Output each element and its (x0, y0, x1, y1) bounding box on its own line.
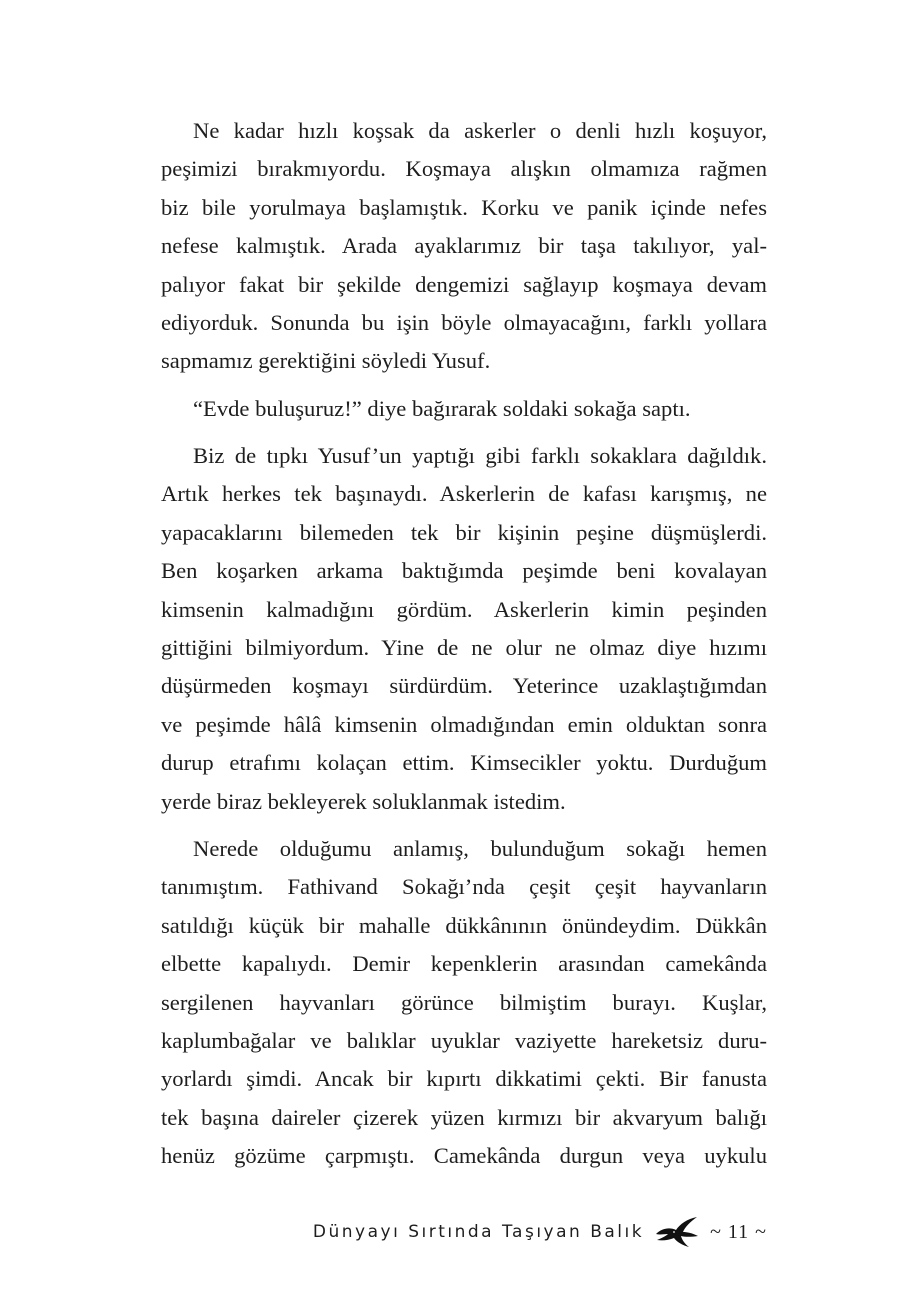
text-line: nefese kalmıştık. Arada ayaklarımız bir taşa takılıyor, yal- (161, 233, 767, 259)
text-line: henüz gözüme çarpmıştı. Camekânda durgun veya uykulu (161, 1143, 767, 1169)
paragraph-4 (161, 830, 767, 1176)
text-line: Artık herkes tek başınaydı. Askerlerin de kafası karışmış, ne (161, 481, 767, 507)
text-line: “Evde buluşuruz!” diye bağırarak soldaki sokağa saptı. (193, 396, 691, 421)
text-line: ve peşimde hâlâ kimsenin olmadığından emin olduktan sonra (161, 711, 767, 737)
text-line: tek başına daireler çizerek yüzen kırmızı bir akvaryum balığı (161, 1104, 767, 1130)
page-number: ~ 11 ~ (710, 1220, 767, 1243)
text-line: Biz de tıpkı Yusuf’un yaptığı gibi farklı sokaklara dağıldık. (193, 443, 767, 468)
text-line: tanımıştım. Fathivand Sokağı’nda çeşit çeşit hayvanların (161, 874, 767, 900)
text-line: gittiğini bilmiyordum. Yine de ne olur ne olmaz diye hızımı (161, 634, 767, 660)
swallow-bird-icon (654, 1215, 700, 1249)
text-line: peşimizi bırakmıyordu. Koşmaya alışkın olmamıza rağmen (161, 156, 767, 182)
text-line: Nerede olduğumu anlamış, bulunduğum sokağı hemen (193, 836, 767, 861)
text-line: yerde biraz bekleyerek soluklanmak istedim. (161, 788, 566, 814)
text-line: düşürmeden koşmayı sürdürdüm. Yeterince uzaklaştığımdan (161, 673, 767, 699)
text-line: kaplumbağalar ve balıklar uyuklar vaziyette hareketsiz duru- (161, 1027, 767, 1053)
text-line: elbette kapalıydı. Demir kepenklerin arasından camekânda (161, 951, 767, 977)
text-line: yorlardı şimdi. Ancak bir kıpırtı dikkatimi çekti. Bir fanusta (161, 1066, 767, 1092)
book-title: Dünyayı Sırtında Taşıyan Balık (312, 1222, 645, 1242)
text-line: satıldığı küçük bir mahalle dükkânının önündeydim. Dükkân (161, 912, 767, 938)
paragraph-3 (161, 437, 767, 821)
page-footer (313, 1212, 767, 1252)
text-line: Ben koşarken arkama baktığımda peşimde beni kovalayan (161, 558, 767, 584)
text-line: palıyor fakat bir şekilde dengemizi sağlayıp koşmaya devam (161, 271, 767, 297)
text-line: ediyorduk. Sonunda bu işin böyle olmayacağını, farklı yollara (161, 309, 767, 335)
text-line: biz bile yorulmaya başlamıştık. Korku ve panik içinde nefes (161, 194, 767, 220)
paragraph-1 (161, 112, 767, 381)
text-line: kimsenin kalmadığını gördüm. Askerlerin kimin peşinden (161, 596, 767, 622)
text-line: sapmamız gerektiğini söyledi Yusuf. (161, 348, 491, 374)
text-line: Ne kadar hızlı koşsak da askerler o denli hızlı koşuyor, (193, 118, 767, 143)
text-line: yapacaklarını bilemeden tek bir kişinin peşine düşmüşlerdi. (161, 519, 767, 545)
paragraph-2 (161, 390, 767, 428)
text-line: durup etrafımı kolaçan ettim. Kimsecikler yoktu. Durduğum (161, 750, 767, 776)
text-line: sergilenen hayvanları görünce bilmiştim burayı. Kuşlar, (161, 989, 767, 1015)
